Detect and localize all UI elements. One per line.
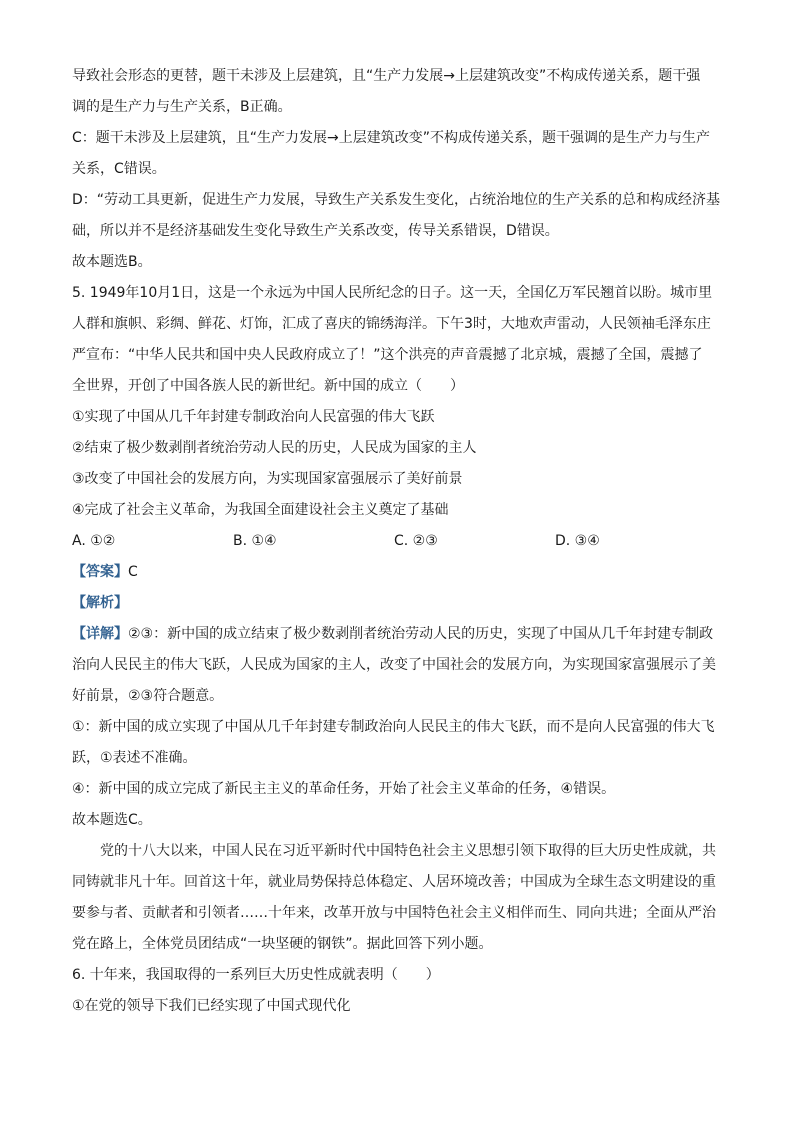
detail-tag: 【详解】 xyxy=(72,626,128,642)
option-d: D. ③④ xyxy=(555,533,600,549)
passage-line: 同铸就非凡十年。回首这十年，就业局势保持总体稳定、人居环境改善；中国成为全球生态文明建设的重 xyxy=(72,874,716,890)
statement-1: ①实现了中国从几千年封建专制政治向人民富强的伟大飞跃 xyxy=(72,409,435,425)
answer-value: C xyxy=(128,564,138,580)
answer-tag: 【答案】 xyxy=(72,564,128,580)
question-5-stem: 人群和旗帜、彩绸、鲜花、灯饰，汇成了喜庆的锦绣海洋。下午3时，大地欢声雷动，人民领袖毛泽东庄 xyxy=(72,316,711,332)
analysis-tag: 【解析】 xyxy=(72,595,128,611)
analysis-line xyxy=(72,588,727,619)
option-b: B. ①④ xyxy=(233,533,277,549)
option-c: C. ②③ xyxy=(394,533,438,549)
question-5-stem: 5. 1949年10月1日，这是一个永远为中国人民所纪念的日子。这一天，全国亿万军民翘首以盼。城市里 xyxy=(72,285,713,301)
text-line: D：“劳动工具更新，促进生产力发展，导致生产关系发生变化，占统治地位的生产关系的总和构成经济基 xyxy=(72,192,721,208)
option-a: A. ①② xyxy=(72,533,116,549)
question-5-stem: 全世界，开创了中国各族人民的新世纪。新中国的成立（ ） xyxy=(72,378,464,394)
detail-line: ①：新中国的成立实现了中国从几千年封建专制政治向人民民主的伟大飞跃，而不是向人民富强的伟大飞 xyxy=(72,719,715,735)
question-6-stem: 6. 十年来，我国取得的一系列巨大历史性成就表明（ ） xyxy=(72,967,440,983)
text-line: 导致社会形态的更替，题干未涉及上层建筑，且“生产力发展→上层建筑改变”不构成传递关系，题干强 xyxy=(72,68,701,84)
detail-line: 好前景，②③符合题意。 xyxy=(72,688,224,704)
text-line: 调的是生产力与生产关系，B正确。 xyxy=(72,99,292,115)
answer-options xyxy=(72,526,727,557)
text-line: 础，所以并不是经济基础发生变化导致生产关系改变，传导关系错误，D错误。 xyxy=(72,223,559,239)
detail-line: ④：新中国的成立完成了新民主主义的革命任务，开始了社会主义革命的任务，④错误。 xyxy=(72,781,616,797)
passage-line: 党在路上，全体党员团结成“一块坚硬的钢铁”。据此回答下列小题。 xyxy=(72,936,493,952)
question-5-stem: 严宣布：“中华人民共和国中央人民政府成立了！”这个洪亮的声音震撼了北京城，震撼了全国，震撼了 xyxy=(72,347,703,363)
detail-line: 跃，①表述不准确。 xyxy=(72,750,197,766)
answer-line xyxy=(72,557,727,588)
passage-line: 党的十八大以来，中国人民在习近平新时代中国特色社会主义思想引领下取得的巨大历史性成就，共 xyxy=(100,843,716,859)
document-body xyxy=(72,61,727,1022)
text-line: C：题干未涉及上层建筑，且“生产力发展→上层建筑改变”不构成传递关系，题干强调的是生产力与生产 xyxy=(72,130,711,146)
statement-4: ④完成了社会主义革命，为我国全面建设社会主义奠定了基础 xyxy=(72,502,449,518)
passage-line: 要参与者、贡献者和引领者……十年来，改革开放与中国特色社会主义相伴而生、同向共进；全面从严治 xyxy=(72,905,716,921)
statement-2: ②结束了极少数剥削者统治劳动人民的历史，人民成为国家的主人 xyxy=(72,440,477,456)
text-line: 关系，C错误。 xyxy=(72,161,166,177)
conclusion-line: 故本题选B。 xyxy=(72,254,152,270)
statement-3: ③改变了中国社会的发展方向，为实现国家富强展示了美好前景 xyxy=(72,471,463,487)
conclusion-line: 故本题选C。 xyxy=(72,812,152,828)
detail-line: 治向人民民主的伟大飞跃，人民成为国家的主人，改变了中国社会的发展方向，为实现国家富强展示了美 xyxy=(72,657,716,673)
detail-text: ②③：新中国的成立结束了极少数剥削者统治劳动人民的历史，实现了中国从几千年封建专制政 xyxy=(128,626,714,642)
statement-1: ①在党的领导下我们已经实现了中国式现代化 xyxy=(72,998,351,1014)
detail-line xyxy=(72,619,727,650)
